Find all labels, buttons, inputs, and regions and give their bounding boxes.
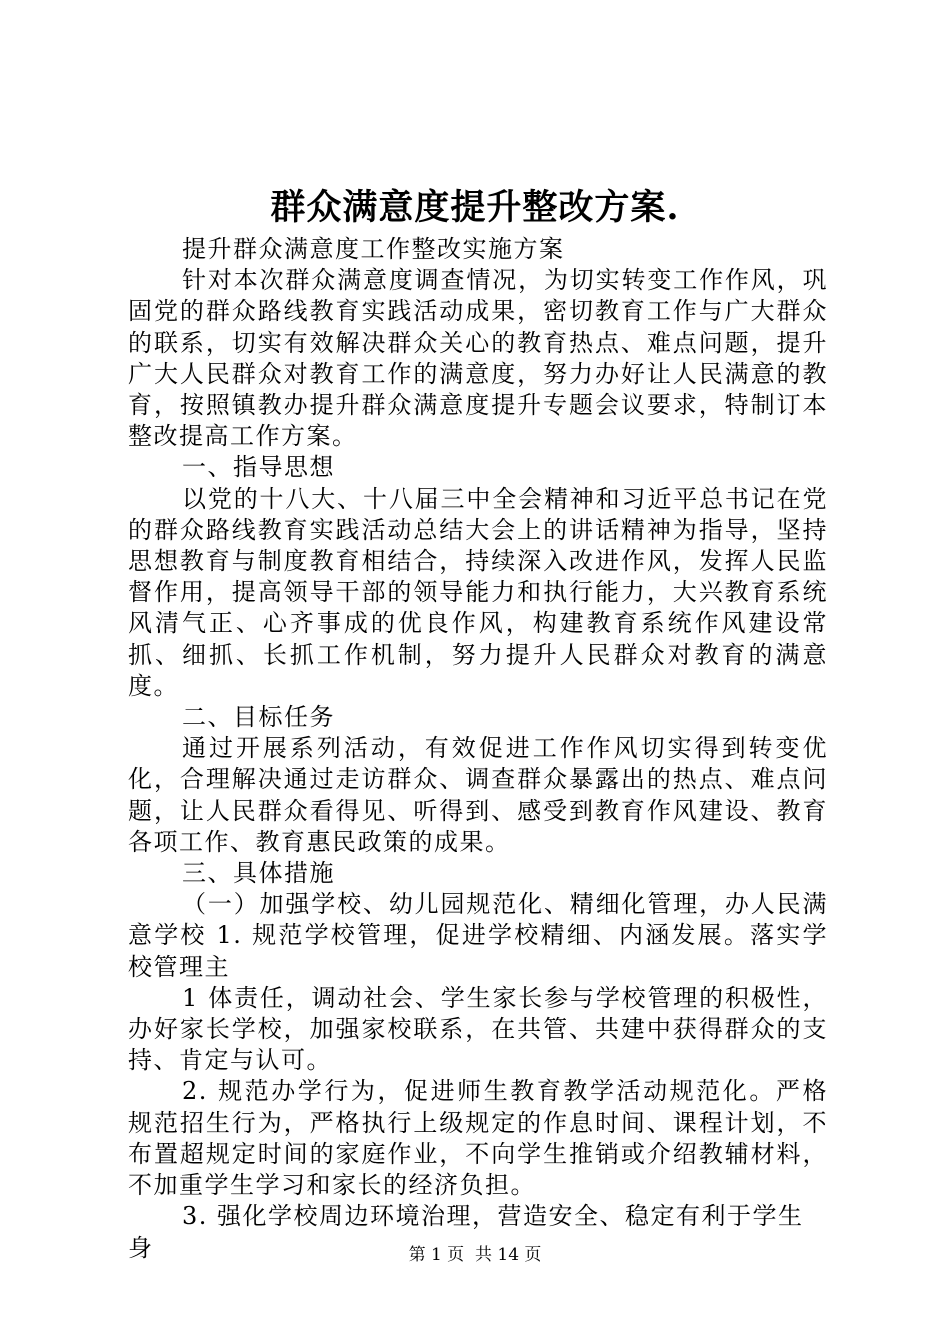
page-number: 第 1 页 共 14 页 — [408, 1245, 542, 1265]
document-subtitle: 提升群众满意度工作整改实施方案 — [182, 235, 565, 263]
document-body — [128, 234, 828, 1264]
paragraph-measure-1: （一）加强学校、幼儿园规范化、精细化管理，办人民满意学校 1. 规范学校管理，促进学校精细、内涵发展。落实学校管理主 — [128, 890, 828, 981]
paragraph-measure-2: 2. 规范办学行为，促进师生教育教学活动规范化。严格规范招生行为，严格执行上级规定的作息时间、课程计划，不布置超规定时间的家庭作业，不向学生推销或介绍教辅材料，不加重学生学习和家长的经济负担。 — [128, 1077, 828, 1200]
paragraph-intro: 针对本次群众满意度调查情况，为切实转变工作作风，巩固党的群众路线教育实践活动成果，密切教育工作与广大群众的联系，切实有效解决群众关心的教育热点、难点问题，提升广大人民群众对教育工作的满意度，努力办好让人民满意的教育，按照镇教办提升群众满意度提升专题会议要求，特制订本整改提高工作方案。 — [128, 266, 828, 451]
section-heading-guiding-ideology: 一、指导思想 — [182, 453, 335, 482]
paragraph-measure-1-cont: 1 体责任，调动社会、学生家长参与学校管理的积极性，办好家长学校，加强家校联系，在共管、共建中获得群众的支持、肯定与认可。 — [128, 983, 828, 1075]
paragraph-goals: 通过开展系列活动，有效促进工作作风切实得到转变优化，合理解决通过走访群众、调查群众暴露出的热点、难点问题，让人民群众看得见、听得到、感受到教育作风建设、教育各项工作、教育惠民政策的成果。 — [128, 734, 828, 856]
paragraph-measure-3: 3. 强化学校周边环境治理，营造安全、稳定有利于学生身 — [128, 1202, 804, 1262]
page-footer — [0, 1243, 950, 1267]
section-heading-measures: 三、具体措施 — [182, 859, 335, 888]
document-title: 群众满意度提升整改方案. — [270, 187, 680, 228]
paragraph-guiding-ideology: 以党的十八大、十八届三中全会精神和习近平总书记在党的群众路线教育实践活动总结大会上的讲话精神为指导，坚持思想教育与制度教育相结合，持续深入改进作风，发挥人民监督作用，提高领导干部的领导能力和执行能力，大兴教育系统风清气正、心齐事成的优良作风，构建教育系统作风建设常抓、细抓、长抓工作机制，努力提升人民群众对教育的满意度。 — [128, 484, 828, 700]
section-heading-goals: 二、目标任务 — [182, 703, 335, 732]
